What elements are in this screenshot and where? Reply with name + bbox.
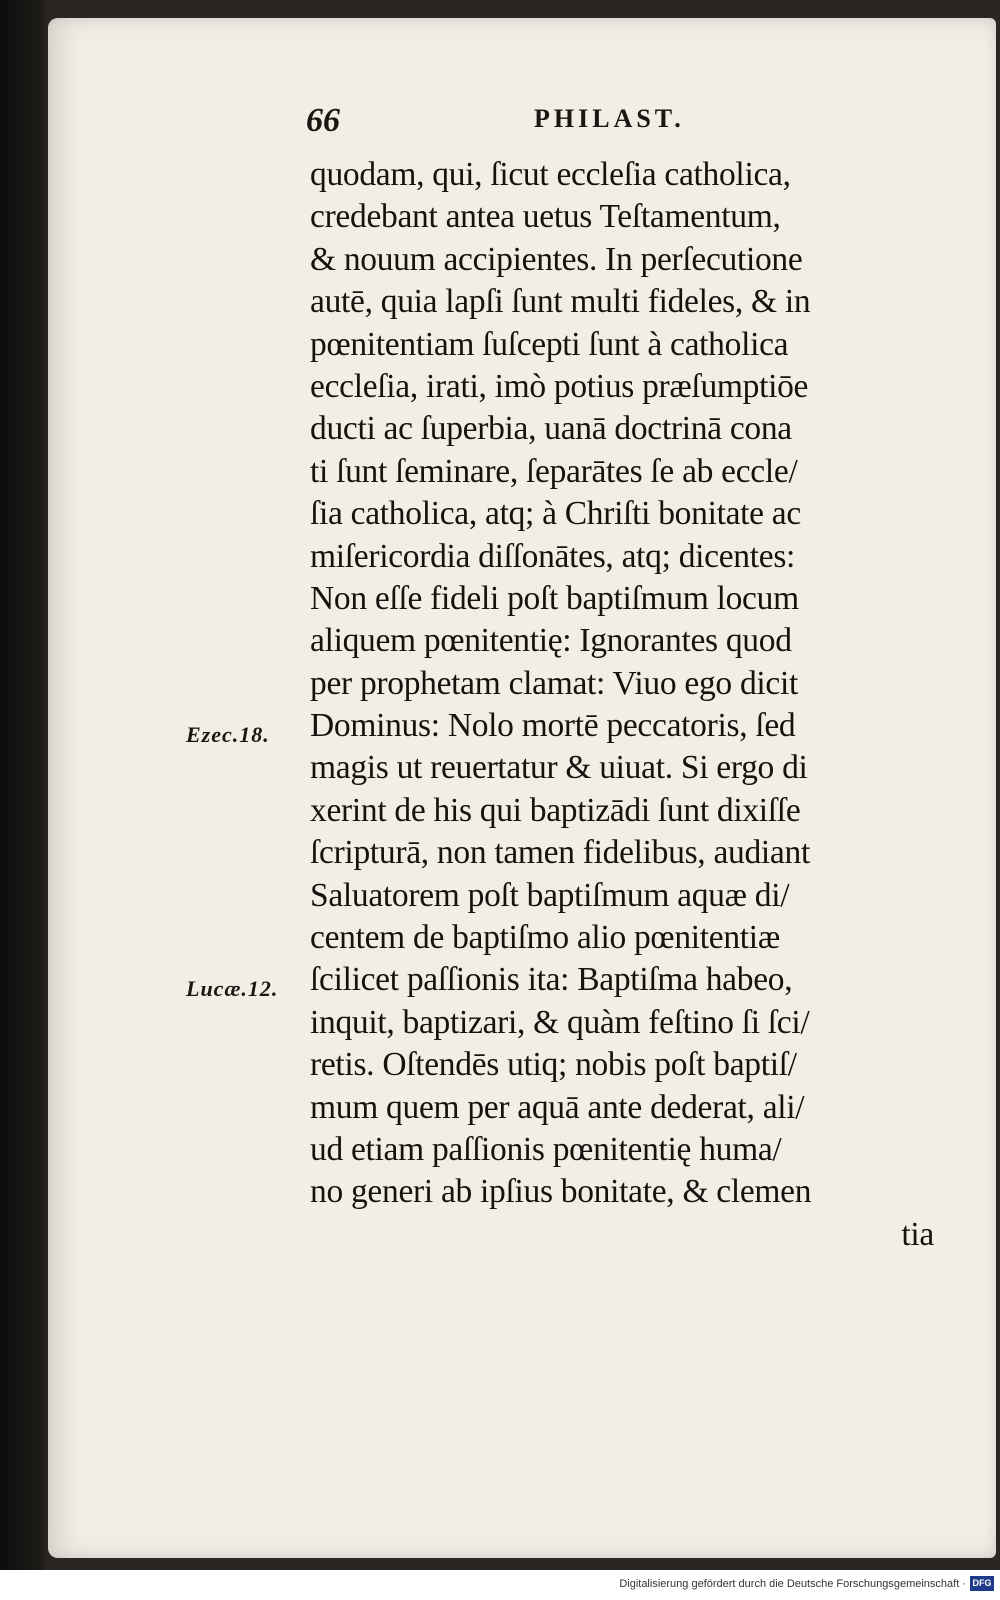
text-line: quodam, qui, ſicut eccleſia catholica, <box>310 156 791 193</box>
running-title: PHILAST. <box>534 104 685 133</box>
text-line: centem de baptiſmo alio pœnitentiæ <box>310 919 780 957</box>
margin-note-ezechiel: Ezec.18. <box>186 722 270 747</box>
text-line: magis ut reuertatur & uiuat. Si ergo di <box>310 749 808 787</box>
text-line: aliquem pœnitentię: Ignorantes quod <box>310 622 792 660</box>
text-line: miſericordia diſſonātes, atq; dicentes: <box>310 537 796 575</box>
text-line: xerint de his qui baptizādi ſunt dixiſſe <box>310 791 801 829</box>
text-line: pœnitentiam ſuſcepti ſunt à catholica <box>310 325 789 363</box>
text-line: eccleſia, irati, imò potius præſumptiōe <box>310 367 809 405</box>
text-line: inquit, baptizari, & quàm feſtino ſi ſci/ <box>310 1003 810 1041</box>
catchword: tia <box>901 1215 934 1253</box>
page-number: 66 <box>306 102 340 139</box>
text-line: Dominus: Nolo mortē peccatoris, ſed <box>310 707 796 745</box>
text-line: Non eſſe fideli poſt baptiſmum locum <box>310 579 799 617</box>
text-line: ducti ac ſuperbia, uanā doctrinā cona <box>310 410 792 448</box>
text-line: autē, quia lapſi ſunt multi fideles, & in <box>310 283 811 321</box>
text-line: ſcripturā, non tamen fidelibus, audiant <box>310 834 810 872</box>
margin-note-luke: Lucæ.12. <box>186 976 279 1001</box>
text-line: retis. Oſtendēs utiq; nobis poſt baptiſ/ <box>310 1046 797 1084</box>
digitization-credit: Digitalisierung gefördert durch die Deutsche Forschungsgemeinschaft · <box>619 1578 966 1590</box>
text-line: ud etiam paſſionis pœnitentię huma/ <box>310 1130 782 1168</box>
text-line: ti ſunt ſeminare, ſeparātes ſe ab eccle/ <box>310 452 798 490</box>
text-line: mum quem per aquā ante dederat, ali/ <box>310 1088 805 1126</box>
text-line: ſcilicet paſſionis ita: Baptiſma habeo, <box>310 961 793 999</box>
text-block <box>310 154 938 1256</box>
footer-bar <box>0 1570 1000 1600</box>
text-line: per prophetam clamat: Viuo ego dicit <box>310 664 798 702</box>
text-line: & nouum accipientes. In perſecutione <box>310 240 803 278</box>
text-line: Saluatorem poſt baptiſmum aquæ di/ <box>310 876 790 914</box>
text-line: credebant antea uetus Teſtamentum, <box>310 198 781 236</box>
text-line: no generi ab ipſius bonitate, & clemen <box>310 1173 812 1211</box>
running-head <box>306 102 716 142</box>
dfg-logo-icon: DFG <box>970 1576 994 1591</box>
text-line: ſia catholica, atq; à Chriſti bonitate ac <box>310 495 801 533</box>
